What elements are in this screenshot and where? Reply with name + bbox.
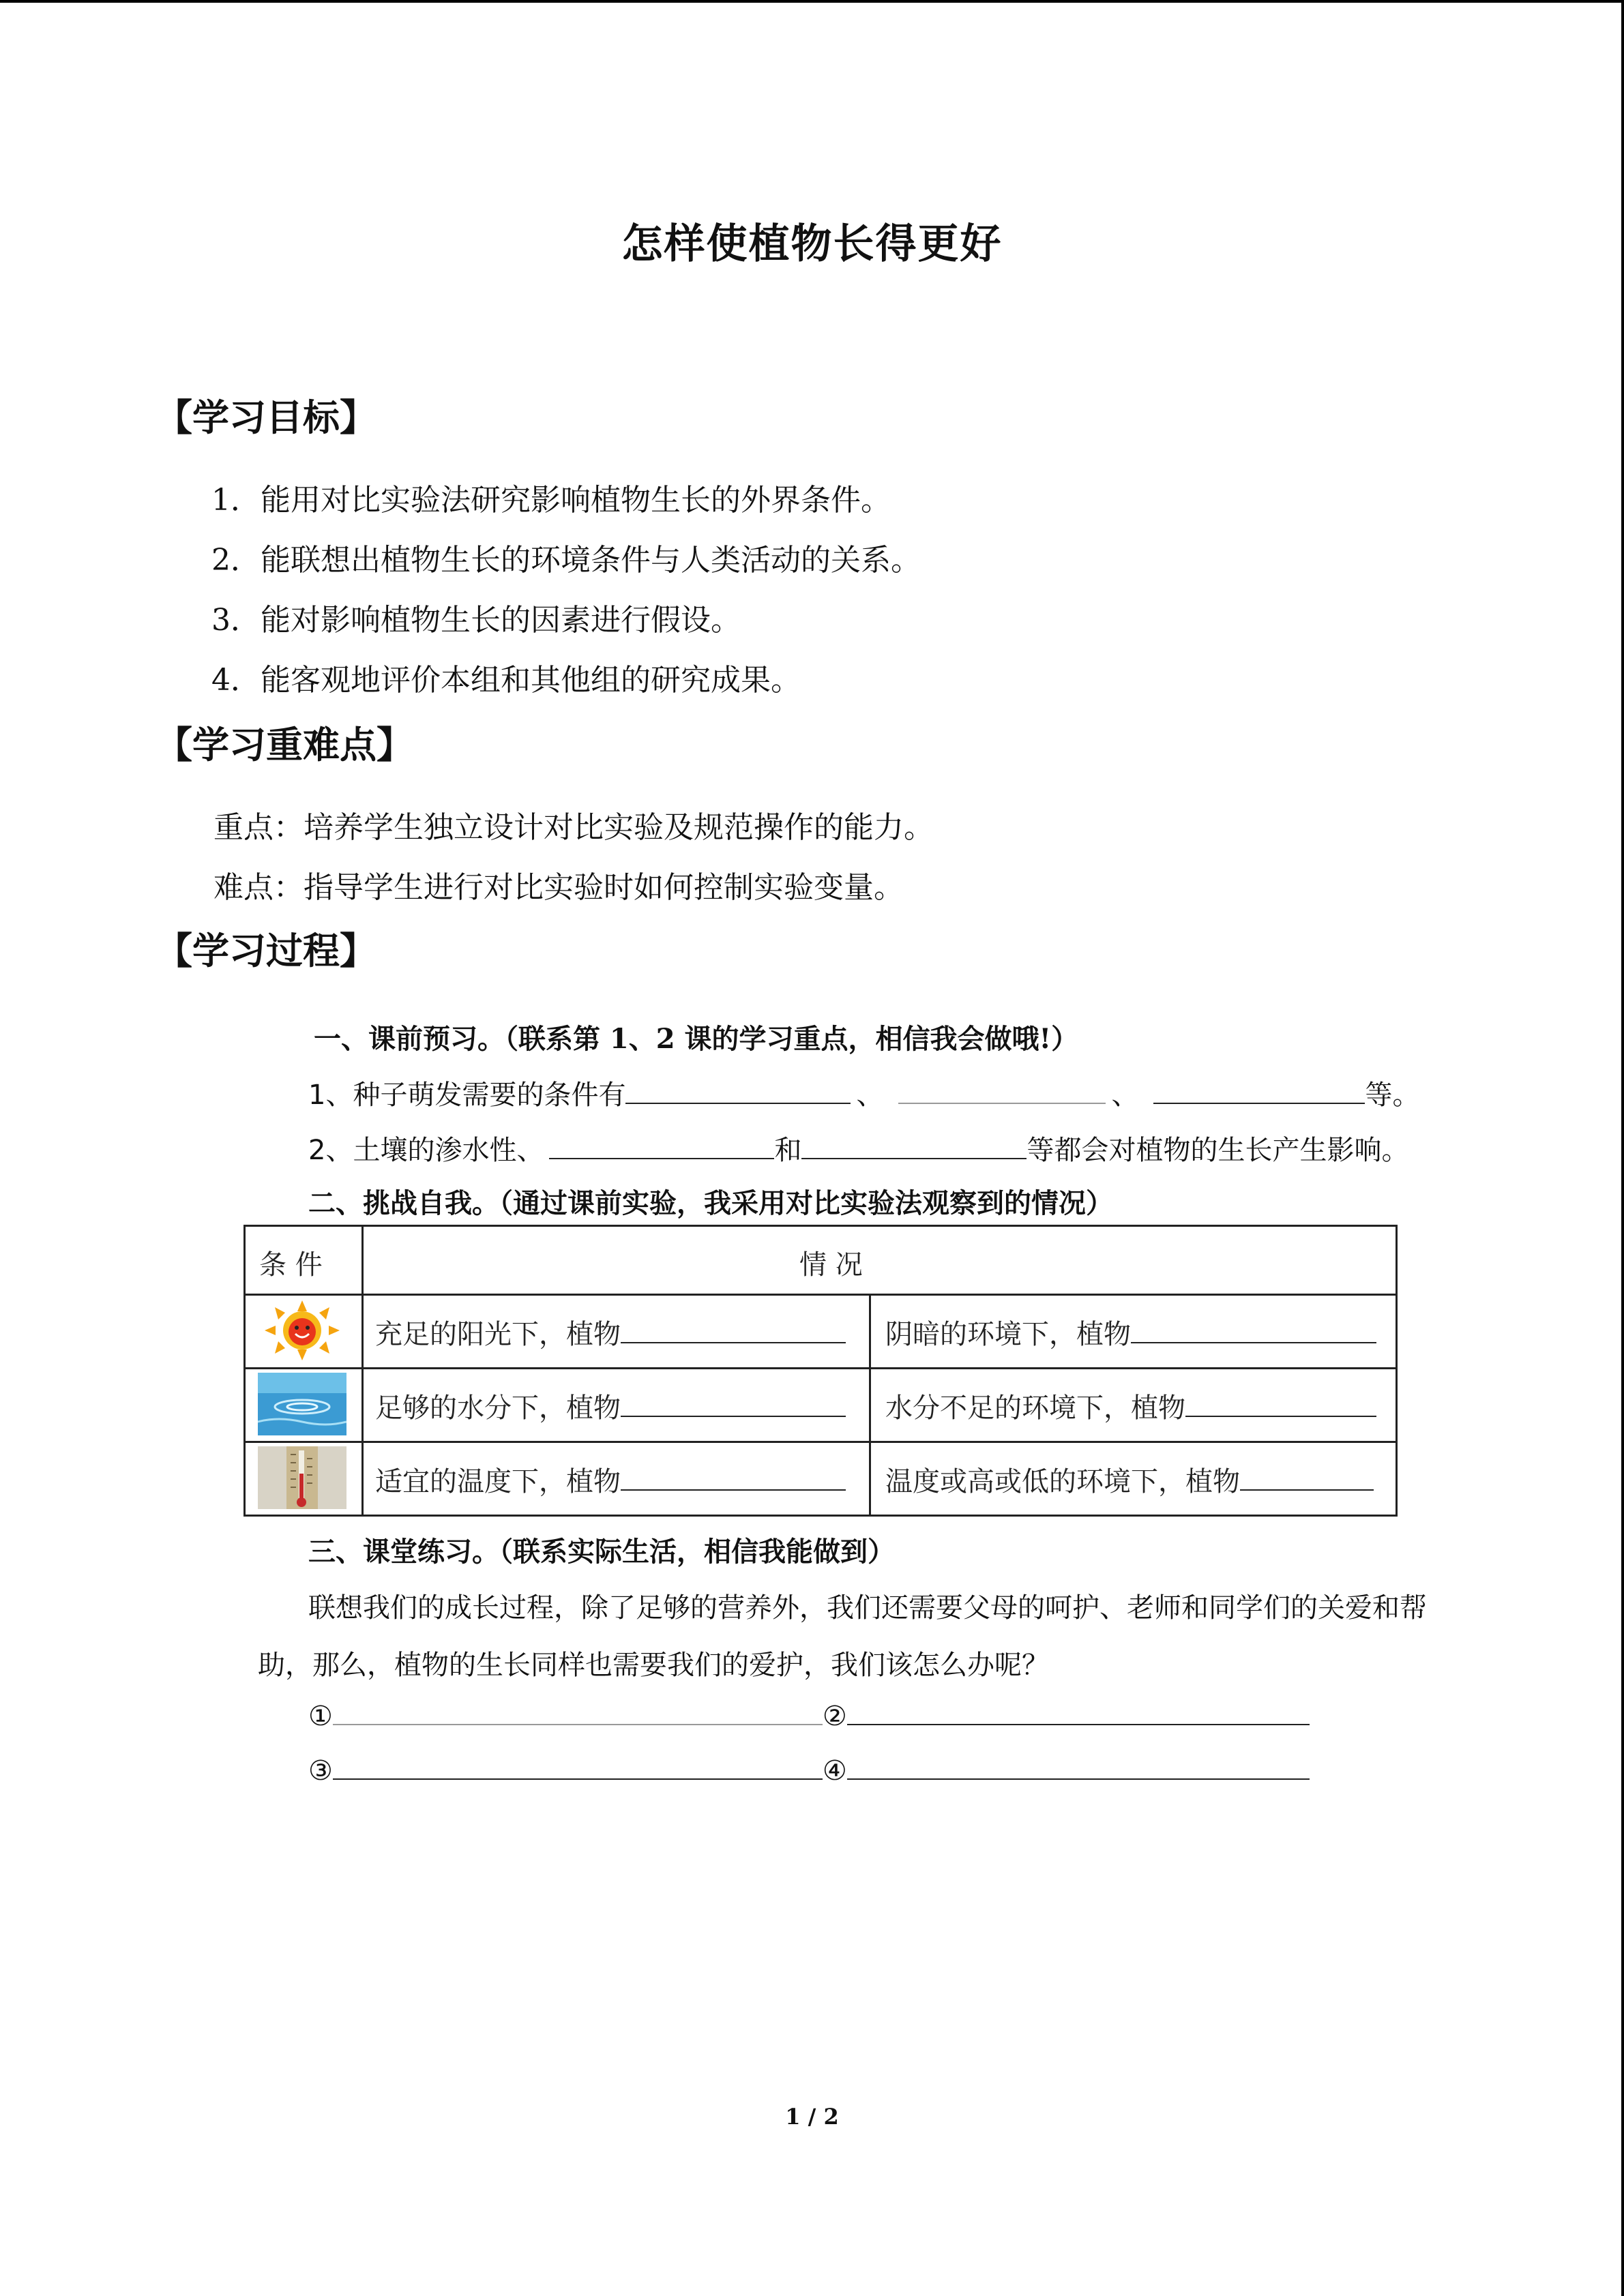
goal-item-2: 2．能联想出植物生长的环境条件与人类活动的关系。 <box>211 543 921 578</box>
row3-left-blank[interactable] <box>621 1462 846 1491</box>
q1-blank-2[interactable] <box>898 1075 1106 1104</box>
part3-paragraph-line1: 联想我们的成长过程，除了足够的营养外，我们还需要父母的呵护、老师和同学们的关爱和帮 <box>308 1592 1427 1624</box>
q1-blank-1[interactable] <box>625 1075 851 1104</box>
row1-left <box>375 1313 846 1352</box>
part1-title: 一、课前预习。（联系第 1、2 课的学习重点，相信我会做哦!） <box>314 1023 1079 1055</box>
q2-prefix: 2、土壤的渗水性、 <box>308 1135 544 1166</box>
answer-blank-1[interactable] <box>333 1697 823 1725</box>
key-point-item: 重点：培养学生独立设计对比实验及规范操作的能力。 <box>213 810 934 845</box>
answer-marker-2: ② <box>822 1701 847 1732</box>
process-heading: 【学习过程】 <box>156 929 377 972</box>
row3-left-label: 适宜的温度下，植物 <box>375 1466 621 1497</box>
row2-left <box>375 1386 846 1425</box>
answer-row-1 <box>308 1697 1310 1732</box>
header-condition: 条 件 <box>259 1249 323 1281</box>
difficulty-item: 难点：指导学生进行对比实验时如何控制实验变量。 <box>213 870 904 905</box>
row1-right <box>885 1313 1376 1352</box>
thermometer-icon <box>258 1446 346 1509</box>
row3-right-blank[interactable] <box>1240 1462 1374 1491</box>
part3-title: 三、课堂练习。（联系实际生活，相信我能做到） <box>308 1536 895 1568</box>
table-divider <box>869 1294 871 1515</box>
page-title: 怎样使植物长得更好 <box>621 220 1003 268</box>
row1-left-blank[interactable] <box>621 1315 846 1343</box>
part3-paragraph-line2: 助，那么，植物的生长同样也需要我们的爱护，我们该怎么办呢？ <box>258 1650 1049 1681</box>
q1-suffix: 等。 <box>1365 1079 1420 1111</box>
answer-marker-3: ③ <box>308 1755 333 1787</box>
q2-blank-1[interactable] <box>549 1131 774 1159</box>
table-divider <box>246 1441 1396 1443</box>
row1-right-label: 阴暗的环境下，植物 <box>885 1319 1131 1350</box>
row1-right-blank[interactable] <box>1131 1315 1376 1343</box>
sun-icon <box>258 1299 346 1362</box>
part1-question-1 <box>308 1073 1419 1112</box>
page-border-right <box>1621 0 1624 2296</box>
q2-suffix: 等都会对植物的生长产生影响。 <box>1027 1135 1409 1166</box>
table-divider <box>246 1294 1396 1296</box>
answer-marker-1: ① <box>308 1701 333 1732</box>
q1-prefix: 1、种子萌发需要的条件有 <box>308 1079 626 1111</box>
row2-left-label: 足够的水分下，植物 <box>375 1392 621 1424</box>
header-situation: 情 况 <box>799 1249 863 1281</box>
q2-blank-2[interactable] <box>801 1131 1027 1159</box>
answer-blank-2[interactable] <box>847 1697 1310 1725</box>
row1-left-label: 充足的阳光下，植物 <box>375 1319 621 1350</box>
goal-item-1: 1．能用对比实验法研究影响植物生长的外界条件。 <box>211 483 891 518</box>
q1-separator-1: 、 <box>856 1079 884 1111</box>
row2-right-label: 水分不足的环境下，植物 <box>885 1392 1185 1424</box>
goal-item-4: 4．能客观地评价本组和其他组的研究成果。 <box>211 663 801 698</box>
answer-blank-3[interactable] <box>333 1751 823 1780</box>
key-points-heading: 【学习重难点】 <box>156 723 413 766</box>
page-number: 1 / 2 <box>785 2104 839 2130</box>
goal-item-3: 3．能对影响植物生长的因素进行假设。 <box>211 603 741 638</box>
part2-title: 二、挑战自我。（通过课前实验，我采用对比实验法观察到的情况） <box>308 1187 1113 1219</box>
q2-mid: 和 <box>774 1135 802 1166</box>
page-border-top <box>0 0 1624 3</box>
q1-separator-2: 、 <box>1111 1079 1139 1111</box>
observation-table <box>243 1225 1398 1517</box>
row2-right <box>885 1386 1376 1425</box>
answer-blank-4[interactable] <box>847 1751 1310 1780</box>
table-divider <box>361 1227 364 1515</box>
row2-left-blank[interactable] <box>621 1388 846 1417</box>
table-divider <box>246 1367 1396 1369</box>
answer-marker-4: ④ <box>822 1755 847 1787</box>
goals-heading: 【学习目标】 <box>156 396 377 439</box>
answer-row-2 <box>308 1751 1310 1787</box>
part1-question-2 <box>308 1129 1408 1167</box>
row2-right-blank[interactable] <box>1185 1388 1376 1417</box>
water-icon <box>258 1373 346 1435</box>
row3-left <box>375 1460 846 1499</box>
row3-right-label: 温度或高或低的环境下，植物 <box>885 1466 1240 1497</box>
row3-right <box>885 1460 1374 1499</box>
q1-blank-3[interactable] <box>1153 1075 1365 1104</box>
